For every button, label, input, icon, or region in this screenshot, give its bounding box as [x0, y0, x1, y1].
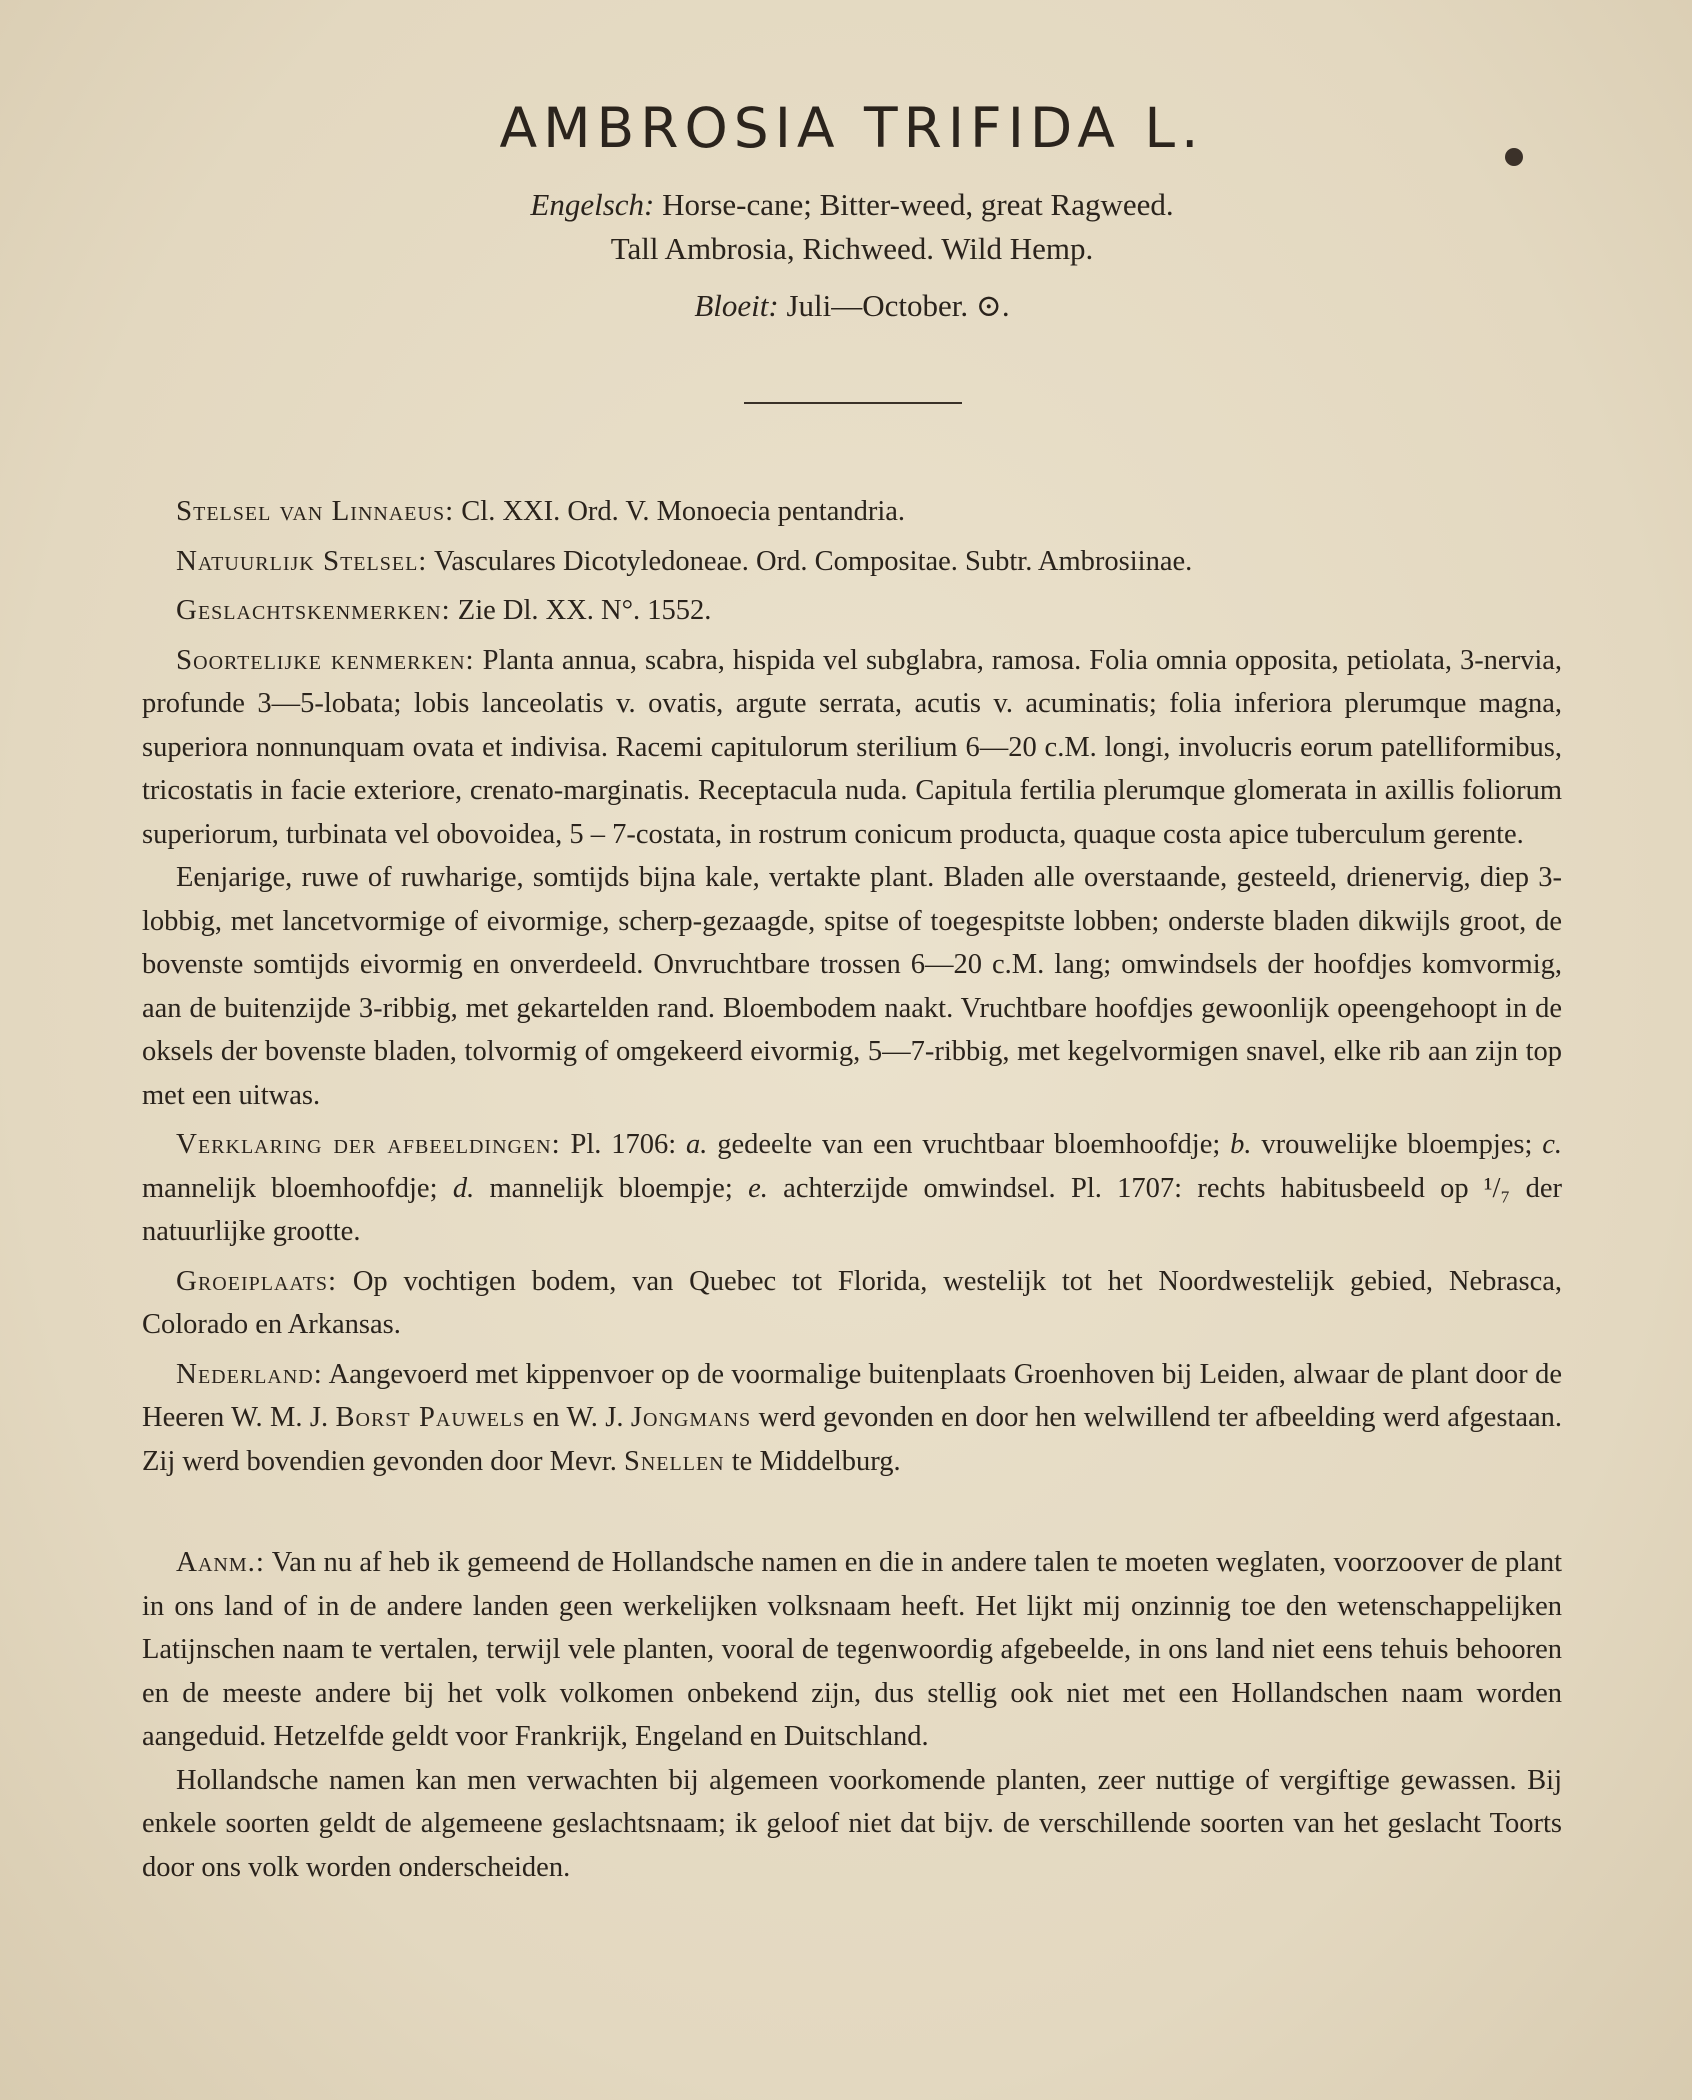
figure-e-text: achterzijde omwindsel. Pl. 1707: rechts habitusbeeld op ¹/₇ der natuurlijke grootte. [142, 1172, 1563, 1247]
habitat-text: Op vochtigen bodem, van Quebec tot Florida, westelijk tot het Noordwestelijk gebied, Nebrasca, Colorado en Arkansas. [142, 1265, 1562, 1340]
bloeit-value: Juli—October. ⊙. [786, 288, 1010, 323]
genus-heading: Geslachtskenmerken: [176, 594, 451, 626]
habitat-heading: Groeiplaats: [176, 1264, 338, 1297]
figure-c-text: mannelijk bloemhoofdje; [142, 1172, 438, 1204]
figure-b-label: b. [1230, 1129, 1252, 1160]
page-title: AMBROSIA TRIFIDA L. [499, 96, 1205, 160]
note-paragraph-2: Hollandsche namen kan men verwachten bij algemeen voorkomende planten, zeer nuttige of vergiftige gewassen. Bij enkele soorten geldt de algemeene geslachtsnaam; ik geloof niet dat bijv. de verschillende soorten van het geslacht Toorts door ons volk worden onderscheiden. [142, 1764, 1562, 1883]
species-paragraph [142, 639, 1562, 857]
figure-d-text: mannelijk bloempje; [489, 1172, 733, 1204]
collector-name-2: Jongmans [630, 1402, 752, 1433]
flowering-period [142, 288, 1562, 324]
figure-e-label: e. [748, 1172, 768, 1204]
bloeit-label: Bloeit: [694, 288, 779, 323]
english-names-1: Horse-cane; Bitter-weed, great Ragweed. [662, 187, 1174, 222]
figures-plate-1: Pl. 1706: [570, 1129, 677, 1160]
english-names-line2: Tall Ambrosia, Richweed. Wild Hemp. [610, 231, 1094, 266]
habitat-paragraph [142, 1260, 1562, 1347]
collector-name-3: Snellen [624, 1445, 725, 1477]
note-heading: Aanm.: [176, 1546, 265, 1578]
genus-paragraph [142, 589, 1562, 633]
linnaeus-heading: Stelsel van Linnaeus: [176, 495, 455, 527]
figure-a-label: a. [686, 1129, 708, 1160]
netherlands-paragraph [142, 1353, 1562, 1484]
natural-system-heading: Natuurlijk Stelsel: [176, 544, 428, 577]
english-names-line1 [142, 183, 1562, 227]
note-text: Van nu af heb ik gemeend de Hollandsche namen en die in andere talen te moeten weglaten, voorzoover de plant in ons land of in de andere landen geen werkelijken volksnaam heeft. Het lijkt mij onzinnig toe den wetenschappelijken Latijnschen naam te vertalen, terwijl vele planten, vooral de tegenwoordig afgebeelde, in ons land niet eens tehuis behooren en de meeste andere bij het volk volkomen onbekend zijn, dus stellig ook niet met een Hollandschen naam worden aangeduid. Hetzelfde geldt voor Frankrijk, Engeland en Duitschland. [142, 1547, 1562, 1752]
collector-name-1: Borst Pauwels [335, 1402, 526, 1433]
dutch-description: Eenjarige, ruwe of ruwharige, somtijds bijna kale, vertakte plant. Bladen alle overstaande, gesteeld, drienervig, diep 3-lobbig, met lancetvormige of eivormige, scherp-gezaagde, spitse of toegespitste lobben; onderste bladen dikwijls groot, de bovenste somtijds eivormig en onverdeeld. Onvruchtbare trossen 6—20 c.M. lang; omwindsels der hoofdjes komvormig, aan de buitenzijde 3-ribbig, met gekartelden rand. Bloembodem naakt. Vruchtbare hoofdjes gewoonlijk opeengehoopt in de oksels der bovenste bladen, tolvormig of omgekeerd eivormig, 5—7-ribbig, met kegelvormigen snavel, elke rib aan zijn top met een uitwas. [142, 862, 1562, 1111]
species-heading: Soortelijke kenmerken: [176, 643, 475, 676]
figures-heading: Verklaring der afbeeldingen: [176, 1128, 561, 1160]
common-names [142, 183, 1562, 271]
english-label: Engelsch: [530, 187, 655, 222]
note-paragraph [142, 1541, 1562, 1759]
netherlands-heading: Nederland: [176, 1357, 323, 1390]
genus-text: Zie Dl. XX. N°. 1552. [457, 595, 712, 626]
figures-paragraph [142, 1123, 1562, 1254]
figure-c-label: c. [1542, 1129, 1563, 1160]
netherlands-text-2: en W. J. [532, 1402, 624, 1433]
natural-system-paragraph [142, 540, 1562, 584]
divider [744, 402, 962, 404]
natural-system-text: Vasculares Dicotyledoneae. Ord. Compositae. Subtr. Ambrosiinae. [433, 545, 1193, 577]
figure-a-text: gedeelte van een vruchtbaar bloemhoofdje; [717, 1129, 1221, 1160]
figure-b-text: vrouwelijke bloempjes; [1261, 1129, 1533, 1160]
text-body [142, 490, 1562, 1889]
species-text: Planta annua, scabra, hispida vel subglabra, ramosa. Folia omnia opposita, petiolata, 3-nervia, profunde 3—5-lobata; lobis lanceolatis v. ovatis, argute serrata, acutis v. acuminatis; folia inferiora plerumque magna, superiora nonnunquam ovata et indivisa. Racemi capitulorum sterilium 6—20 c.M. longi, involucris eorum patelliformibus, tricostatis in facie exteriore, crenato-marginatis. Receptacula nuda. Capitula fertilia plerumque glomerata in axillis foliorum superiorum, turbinata vel obovoidea, 5 – 7-costata, in rostrum conicum producta, quaque costa apice tuberculum gerente. [142, 644, 1563, 850]
netherlands-text-1: Aangevoerd met kippenvoer op de voormalige buitenplaats Groenhoven bij Leiden, alwaar de plant door de Heeren W. M. J. [142, 1358, 1562, 1433]
linnaeus-paragraph [142, 490, 1562, 534]
linnaeus-text: Cl. XXI. Ord. V. Monoecia pentandria. [461, 496, 906, 527]
netherlands-text-3: werd gevonden en door hen welwillend ter afbeelding werd afgestaan. Zij werd bovendien gevonden door Mevr. [142, 1402, 1563, 1477]
netherlands-text-4: te Middelburg. [731, 1445, 901, 1477]
figure-d-label: d. [452, 1172, 475, 1204]
